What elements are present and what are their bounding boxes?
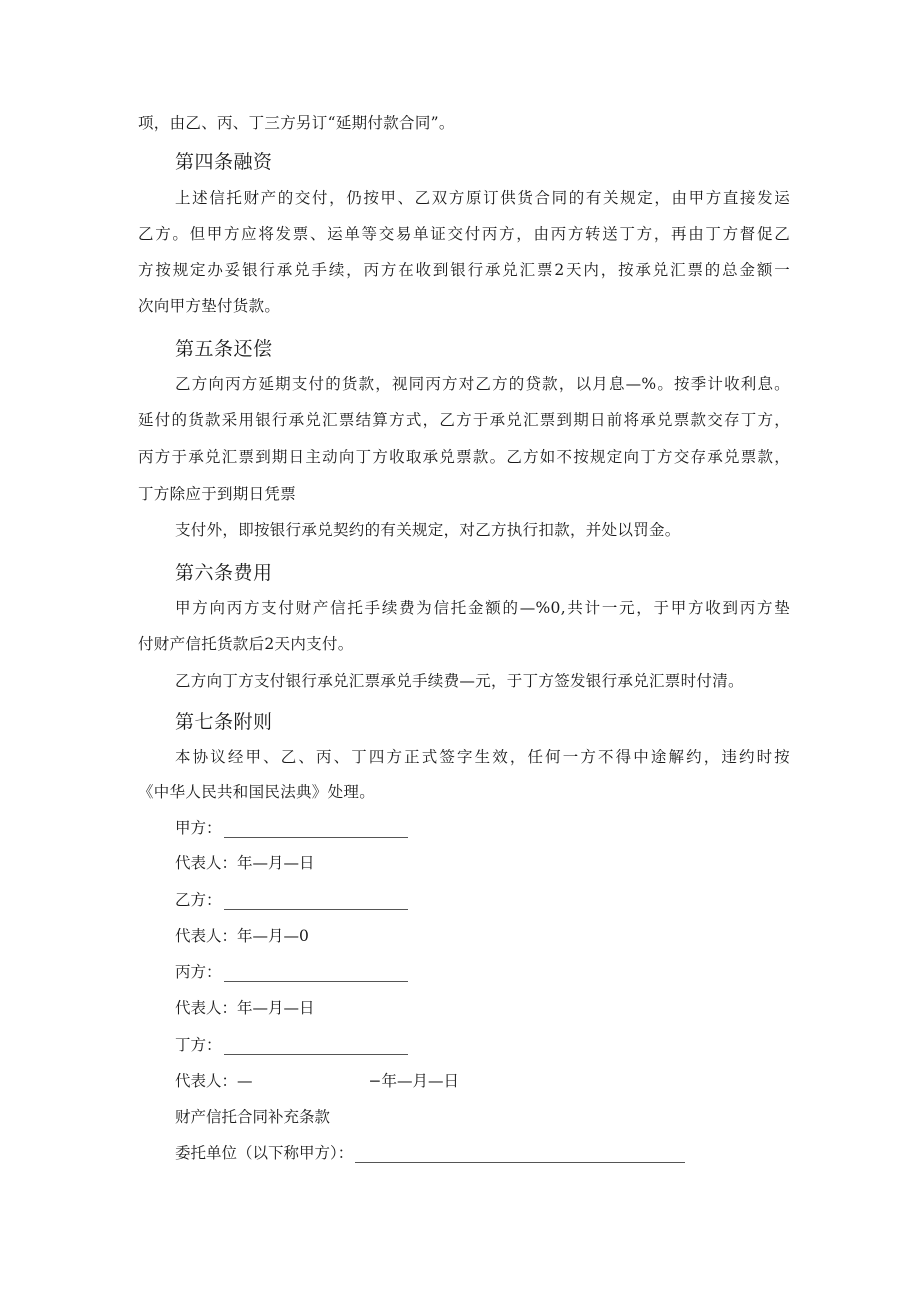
party-a-blank[interactable] (224, 821, 408, 838)
article-5-heading: 第五条还偿 (175, 338, 273, 360)
paragraph-line: 丁方除应于到期日凭票 (138, 485, 297, 503)
rep-a-label: 代表人：年—月—日 (175, 854, 315, 872)
entrust-unit-blank[interactable] (355, 1146, 685, 1163)
party-d-blank[interactable] (224, 1038, 408, 1055)
paragraph-line: 《中华人民共和国民法典》处理。 (138, 783, 376, 801)
party-a-label: 甲方： (175, 819, 222, 837)
entrust-unit-label: 委托单位（以下称甲方）： (175, 1144, 354, 1162)
paragraph-line: 乙方向丙方延期支付的货款，视同丙方对乙方的贷款，以月息—%。按季计收利息。 (175, 375, 790, 393)
paragraph-line: 上述信托财产的交付，仍按甲、乙双方原订供货合同的有关规定，由甲方直接发运 (175, 189, 790, 207)
party-c-signature (175, 962, 408, 982)
party-a-signature (175, 818, 408, 838)
paragraph-line: 乙方。但甲方应将发票、运单等交易单证交付丙方，由丙方转送丁方，再由丁方督促乙 (138, 225, 790, 243)
paragraph-line: 本协议经甲、乙、丙、丁四方正式签字生效，任何一方不得中途解约，违约时按 (175, 748, 790, 766)
supplement-title (175, 1107, 330, 1127)
paragraph-line: 延付的货款采用银行承兑汇票结算方式，乙方于承兑汇票到期日前将承兑票款交存丁方， (138, 411, 790, 429)
paragraph-line: 支付外，即按银行承兑契约的有关规定，对乙方执行扣款，并处以罚金。 (175, 521, 681, 539)
paragraph-line: 付财产信托货款后2天内支付。 (138, 635, 354, 653)
party-d-label: 丁方： (175, 1036, 222, 1054)
party-b-blank[interactable] (224, 893, 408, 910)
article-6-heading: 第六条费用 (175, 562, 273, 584)
rep-a-line (175, 853, 315, 873)
rep-b-label: 代表人：年—月—0 (175, 927, 309, 945)
party-c-blank[interactable] (224, 965, 408, 982)
paragraph-line: 乙方向丁方支付银行承兑汇票承兑手续费—元，于丁方签发银行承兑汇票时付清。 (175, 672, 744, 690)
paragraph-line: 次向甲方垫付货款。 (138, 297, 281, 315)
party-b-label: 乙方： (175, 891, 222, 909)
paragraph-line: 项，由乙、丙、丁三方另订“延期付款合同”。 (138, 114, 455, 132)
rep-d-line (175, 1071, 459, 1091)
rep-b-line (175, 926, 309, 946)
paragraph-line: 丙方于承兑汇票到期日主动向丁方收取承兑票款。乙方如不按规定向丁方交存承兑票款， (138, 448, 790, 466)
paragraph-line: 甲方向丙方支付财产信托手续费为信托金额的—%0,共计一元，于甲方收到丙方垫 (175, 599, 790, 617)
rep-d-left: 代表人：— (175, 1072, 253, 1090)
supplement-title-text: 财产信托合同补充条款 (175, 1108, 331, 1126)
party-c-label: 丙方： (175, 963, 222, 981)
article-4-heading: 第四条融资 (175, 151, 273, 173)
paragraph-line: 方按规定办妥银行承兑手续，丙方在收到银行承兑汇票2天内，按承兑汇票的总金额一 (138, 261, 790, 279)
rep-d-right: −年—月—日 (368, 1072, 460, 1090)
rep-c-line (175, 998, 315, 1018)
party-b-signature (175, 890, 408, 910)
entrust-unit-line (175, 1143, 685, 1163)
rep-c-label: 代表人：年—月—日 (175, 999, 315, 1017)
article-7-heading: 第七条附则 (175, 711, 273, 733)
party-d-signature (175, 1035, 408, 1055)
